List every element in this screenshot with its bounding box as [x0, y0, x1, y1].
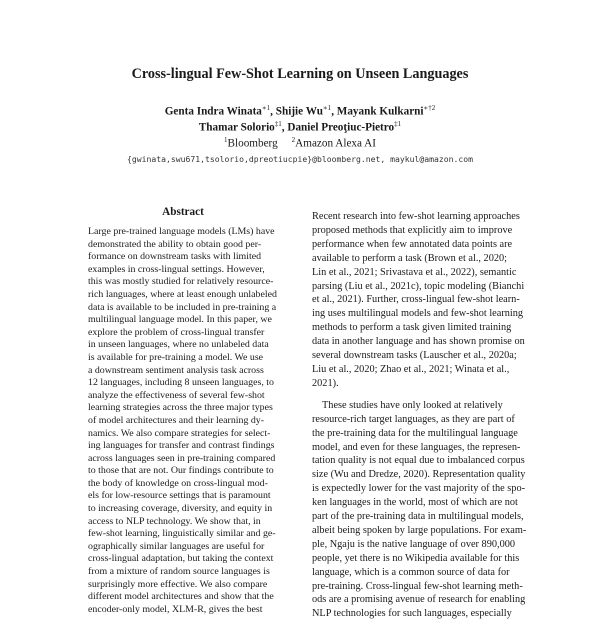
abstract-line: cross-lingual adaptation, but taking the context — [88, 553, 274, 565]
body-paragraph-2 — [312, 399, 530, 621]
abstract-line: surprisingly more effective. We also compare — [88, 578, 268, 590]
abstract-line: data is available to be included in pre-training a — [88, 301, 277, 313]
author-name: Mayank Kulkarni — [336, 105, 424, 118]
abstract-line: encoder-only model, XLM-R, gives the best — [88, 603, 263, 615]
body-line: Recent research into few-shot learning approaches — [312, 211, 520, 222]
author-name: Genta Indra Winata — [164, 105, 262, 118]
abstract-line: rich languages, where at least enough unlabeled — [88, 288, 277, 300]
author-name: Daniel Preoţiuc-Pietro — [287, 121, 395, 134]
abstract-body — [88, 226, 278, 616]
body-line: tation quality is not equal due to imbalanced corpus — [312, 455, 525, 467]
abstract-line: 12 languages, including 8 unseen languages, to — [88, 377, 274, 389]
abstract-line: Large pre-trained language models (LMs) have — [88, 226, 275, 237]
body-line: methods to perform a task given limited training — [312, 322, 512, 334]
body-line: proposed methods that explicitly aim to improve — [312, 224, 513, 236]
affiliation-mark: 2 — [291, 136, 296, 144]
author-separator: , — [281, 121, 288, 134]
body-line: 2021). — [312, 377, 339, 389]
abstract-line: ing languages for transfer and contrast findings — [88, 440, 275, 452]
author-name: Thamar Solorio — [198, 121, 275, 134]
abstract-line: a downstream sentiment analysis task across — [88, 364, 264, 376]
body-line: people, yet there is no Wikipedia available for this — [312, 552, 520, 564]
abstract-line: multilingual language model. In this paper, we — [88, 314, 272, 326]
body-line: available to perform a task (Brown et al., 2020; — [312, 252, 508, 264]
author-name: Shijie Wu — [275, 105, 323, 118]
body-line: data in another language and has shown promise on — [312, 336, 525, 348]
abstract-line: across languages seen in pre-training compared — [88, 452, 276, 464]
author-mark: ∗1 — [261, 104, 271, 112]
abstract-line: ographically similar languages are useful for — [88, 540, 265, 552]
author-mark: ‡1 — [274, 120, 282, 128]
body-line: model, and even for these languages, the represen- — [312, 441, 521, 453]
body-line: NLP technologies for such languages, especially — [312, 608, 512, 620]
body-line: size (Wu and Dredze, 2020). Representation quality — [312, 469, 526, 481]
abstract-line: demonstrated the ability to obtain good per- — [88, 238, 262, 250]
body-line: ken languages in the world, most of which are not — [312, 497, 518, 509]
abstract-line: access to NLP technology. We show that, in — [88, 515, 261, 527]
body-line: language, which is a common source of data for — [312, 566, 510, 578]
abstract-line: formance on downstream tasks with limited — [88, 251, 262, 263]
body-line: These studies have only looked at relatively — [322, 399, 503, 411]
paper-title: Cross-lingual Few-Shot Learning on Unseen Languages — [131, 66, 469, 82]
affiliation-name: Amazon Alexa AI — [295, 137, 376, 150]
body-line: is expectedly lower for the vast majority of the spo- — [312, 483, 526, 495]
affiliation-name: Bloomberg — [227, 137, 278, 150]
body-line: pre-training. Cross-lingual few-shot learning meth- — [312, 580, 523, 592]
body-line: resource-rich target languages, as they are part of — [312, 413, 515, 425]
body-line: several downstream tasks (Lauscher et al., 2020a; — [312, 350, 517, 362]
author-separator: , — [270, 105, 276, 118]
author-mark: ∗1 — [322, 104, 332, 112]
body-line: parsing (Liu et al., 2021c), topic modeling (Bianchi — [312, 280, 525, 292]
body-paragraph-1 — [312, 210, 530, 391]
abstract-line: namics. We also compare strategies for select- — [88, 427, 271, 439]
introduction-column — [312, 210, 530, 621]
abstract-line: analyze the effectiveness of several few-shot — [88, 389, 265, 401]
abstract-line: examples in cross-lingual settings. However, — [88, 263, 265, 275]
affiliation-mark: 1 — [224, 136, 228, 144]
abstract-line: to those that are not. Our findings contribute to — [88, 465, 274, 477]
affiliations — [0, 136, 600, 150]
abstract-line: learning strategies across the three major types — [88, 402, 273, 414]
body-line: performance when few annotated data points are — [312, 238, 513, 250]
author-line-2 — [0, 120, 600, 134]
abstract-heading: Abstract — [162, 206, 204, 218]
abstract-line: from a mixture of random source languages is — [88, 566, 270, 578]
body-line: Lin et al., 2021; Srivastava et al., 2022), semantic — [312, 266, 517, 278]
body-line: ods are a promising avenue of research for enabling — [312, 594, 526, 606]
abstract-line: is available for pre-training a model. We use — [88, 351, 264, 363]
abstract-line: explore the problem of cross-lingual transfer — [88, 326, 265, 338]
abstract-line: different model architectures and show that the — [88, 591, 274, 603]
body-line: ing uses multilingual models and few-shot learning — [312, 308, 524, 320]
abstract-line: in unseen languages, where no unlabeled data — [88, 339, 269, 351]
abstract-line: to increasing coverage, diversity, and equity in — [88, 503, 273, 515]
body-line: Liu et al., 2020; Zhao et al., 2021; Winata et al., — [312, 363, 510, 375]
author-line-1 — [0, 104, 600, 118]
body-line: ple, Ngaju is the native language of over 890,000 — [312, 538, 516, 550]
author-separator: , — [331, 105, 337, 118]
abstract-line: the body of knowledge on cross-lingual mod- — [88, 477, 268, 489]
body-line: part of the pre-training data in multilingual models, — [312, 511, 524, 523]
body-line: albeit being spoken by large populations. For exam- — [312, 524, 527, 536]
author-mark: ∗†2 — [423, 104, 436, 112]
body-line: et al., 2021). Further, cross-lingual few-shot learn- — [312, 294, 520, 306]
abstract-line: this was mostly studied for relatively resource- — [88, 276, 274, 288]
abstract-line: of model architectures and their learning dy- — [88, 414, 265, 426]
author-emails: {gwinata,swu671,tsolorio,dpreotiucpie}@bloomberg.net, maykul@amazon.com — [127, 154, 473, 164]
abstract-line: els for low-resource settings that is paramount — [88, 490, 271, 502]
body-line: the pre-training data for the multilingual language — [312, 427, 518, 439]
author-mark: ‡1 — [394, 120, 402, 128]
abstract-line: few-shot learning, linguistically similar and ge- — [88, 528, 276, 540]
